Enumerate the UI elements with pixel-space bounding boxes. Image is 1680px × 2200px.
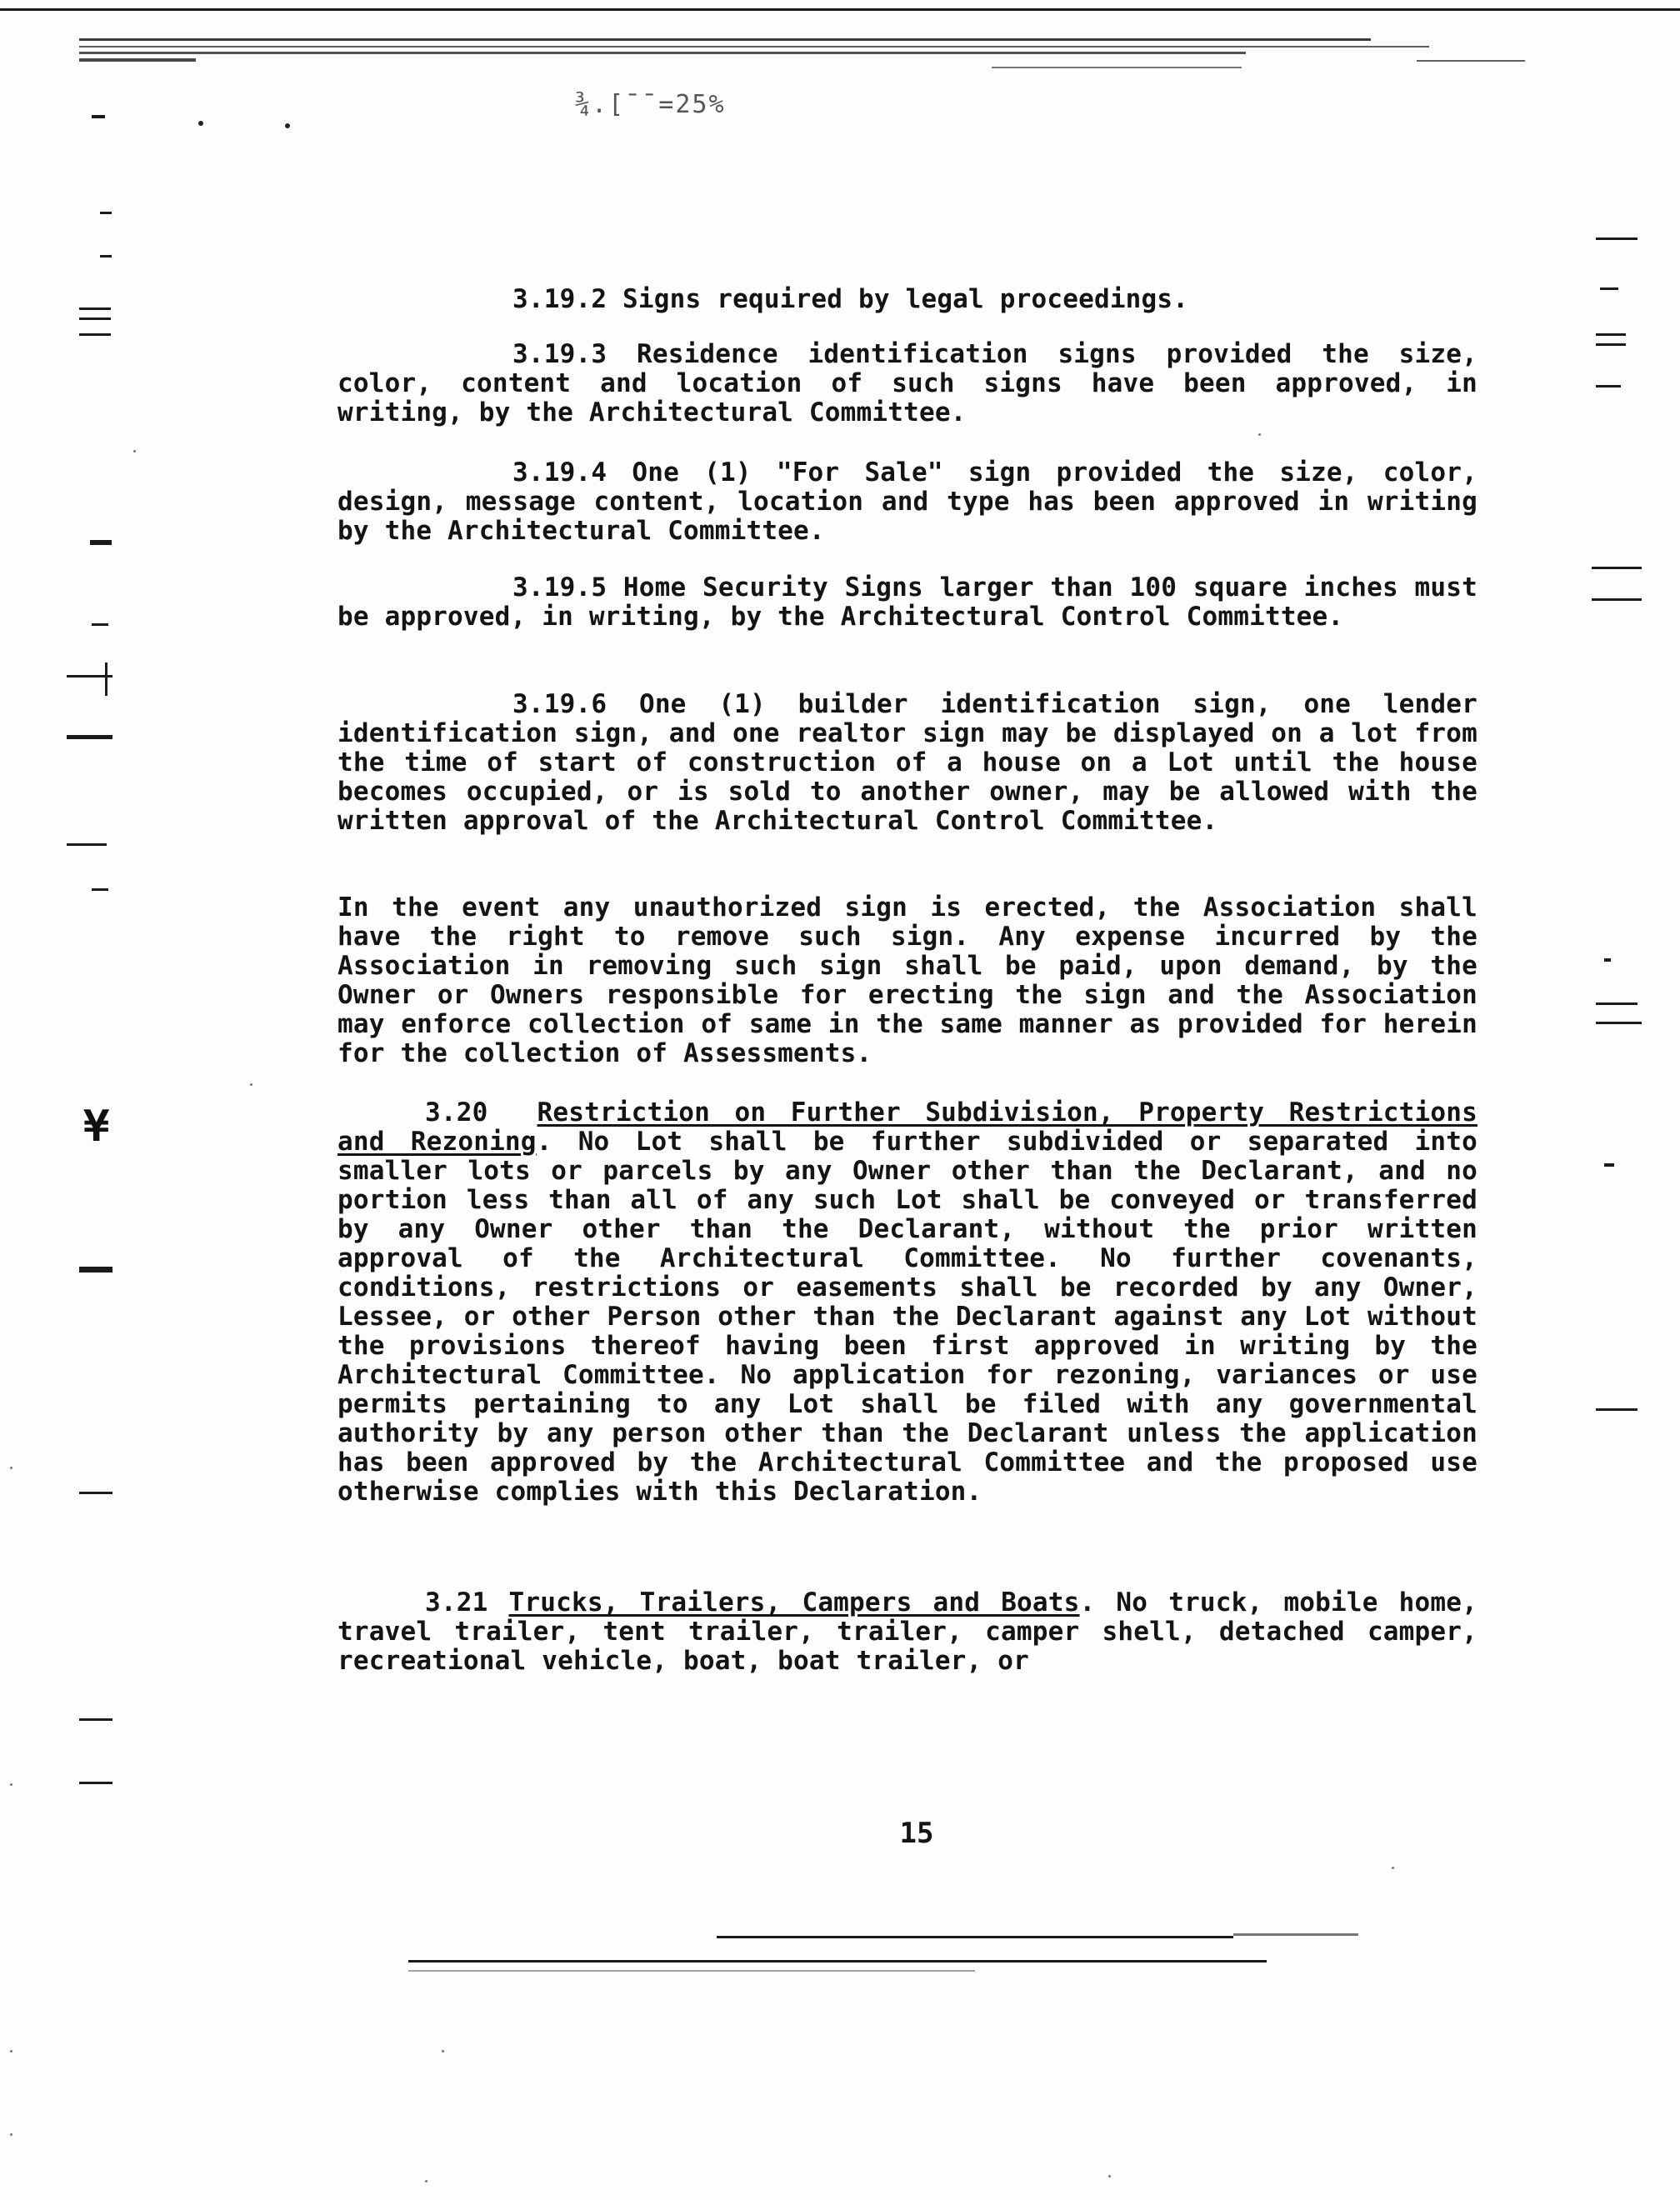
margin-mark-r10 xyxy=(1596,1022,1642,1024)
header-dot-1 xyxy=(198,121,203,126)
margin-mark-l4 xyxy=(79,318,111,320)
margin-mark-r3 xyxy=(1596,333,1626,336)
scan-speck xyxy=(10,1783,12,1786)
header-rule-6 xyxy=(1417,60,1525,62)
section-3-20 xyxy=(338,1098,1478,1507)
section-3-20-heading: Restriction on Further Subdivision, Property Restrictions and Rezoning xyxy=(338,1098,1478,1157)
scan-speck xyxy=(1392,1867,1394,1869)
header-rule-2 xyxy=(79,46,1429,48)
header-rule-5 xyxy=(992,67,1242,68)
paragraph-unauthorized-signs: In the event any unauthorized sign is erected, the Association shall have the right to remove such sign. Any expense incurred by the Association in removing such sign shall be paid, upon demand, by the Owner or Owners responsible for erecting the sign and the Association may enforce collection of same in the same manner as provided for herein for the collection of Assessments. xyxy=(338,892,1478,1068)
section-3-21-body: . No truck, mobile home, travel trailer, tent trailer, trailer, camper shell, detached camper, recreational vehicle, boat, boat trailer, or xyxy=(338,1588,1478,1676)
margin-stamp-glyph: ¥ xyxy=(83,1102,110,1152)
header-dot-2 xyxy=(285,123,290,128)
scan-speck xyxy=(133,450,136,452)
section-3-19-5: 3.19.5 Home Security Signs larger than 100 square inches must be approved, in writing, by the Architectural Control Committee. xyxy=(338,572,1478,632)
header-rule-1 xyxy=(79,38,1371,41)
margin-mark-l15 xyxy=(79,1718,112,1721)
scan-speck xyxy=(10,1467,12,1469)
margin-mark-r11 xyxy=(1604,1163,1614,1167)
section-3-19-4: 3.19.4 One (1) "For Sale" sign provided the size, color, design, message content, location and type has been approved in writing by the Architectural Committee. xyxy=(338,458,1478,546)
section-3-19-6: 3.19.6 One (1) builder identification sign, one lender identification sign, and one realtor sign may be displayed on a lot from the time of start of construction of a house on a Lot until the house becomes occupied, or is sold to another owner, may be allowed with the written approval of the Architectural Control Committee. xyxy=(338,689,1478,836)
scan-speck xyxy=(1258,433,1261,436)
margin-mark-l12 xyxy=(92,888,108,891)
section-3-19-2: 3.19.2 Signs required by legal proceedings. xyxy=(512,284,1189,314)
margin-mark-l1 xyxy=(100,212,112,214)
footer-rule-1 xyxy=(717,1936,1233,1938)
margin-mark-l11 xyxy=(67,843,107,846)
margin-mark-l16 xyxy=(79,1782,112,1784)
scan-speck xyxy=(425,2180,428,2182)
section-3-21-number: 3.21 xyxy=(425,1588,488,1618)
margin-mark-l2 xyxy=(100,255,112,258)
scan-speck xyxy=(442,2050,444,2052)
margin-mark-r1 xyxy=(1596,238,1638,240)
header-scan-mark: ¾.[¯¯=25% xyxy=(575,90,726,119)
margin-mark-r2 xyxy=(1600,288,1618,290)
header-dash xyxy=(92,115,105,118)
scan-speck xyxy=(10,2133,12,2136)
margin-mark-r9 xyxy=(1596,1002,1638,1005)
margin-mark-r7 xyxy=(1592,598,1642,601)
margin-mark-l7 xyxy=(92,623,108,626)
margin-mark-l9 xyxy=(105,662,108,696)
margin-mark-r12 xyxy=(1596,1408,1638,1411)
scan-speck xyxy=(250,1083,252,1086)
margin-mark-l13 xyxy=(79,1267,112,1272)
section-3-20-body: . No Lot shall be further subdivided or separated into smaller lots or parcels by any Owner other than the Declarant, and no portion less than all of any such Lot shall be conveyed or transferred by any Owner other than the Declarant, without the prior written approval of the Architectural Committee. No further covenants, conditions, restrictions or easements shall be recorded by any Owner, Lessee, or other Person other than the Declarant against any Lot without the provisions thereof having been first approved in writing by the Architectural Committee. No application for rezoning, variances or use permits pertaining to any Lot shall be filed with any governmental authority by any person other than the Declarant unless the application has been approved by the Architectural Committee and the proposed use otherwise complies with this Declaration. xyxy=(338,1127,1478,1507)
margin-mark-r4 xyxy=(1596,343,1626,346)
scan-speck xyxy=(10,2050,12,2052)
scan-speck xyxy=(1108,2175,1111,2178)
margin-mark-r6 xyxy=(1592,567,1642,569)
section-3-19-3: 3.19.3 Residence identification signs provided the size, color, content and location of such signs have been approved, in writing, by the Architectural Committee. xyxy=(338,339,1478,428)
margin-mark-l5 xyxy=(79,333,111,336)
page-number: 15 xyxy=(899,1817,934,1850)
footer-rule-3 xyxy=(408,1960,1267,1962)
margin-mark-l6 xyxy=(90,540,112,545)
margin-mark-l3 xyxy=(79,308,111,310)
top-border-line xyxy=(0,8,1680,11)
footer-rule-2 xyxy=(1233,1933,1358,1936)
section-3-21 xyxy=(338,1588,1478,1676)
section-3-20-number: 3.20 xyxy=(425,1098,488,1128)
margin-mark-r5 xyxy=(1596,385,1621,388)
margin-mark-l10 xyxy=(67,735,112,739)
section-3-21-heading: Trucks, Trailers, Campers and Boats xyxy=(508,1588,1080,1618)
header-rule-4 xyxy=(79,58,196,62)
margin-mark-l14 xyxy=(79,1492,112,1494)
footer-rule-4 xyxy=(408,1970,975,1972)
margin-mark-r8 xyxy=(1604,958,1611,962)
header-rule-3 xyxy=(79,52,1246,54)
